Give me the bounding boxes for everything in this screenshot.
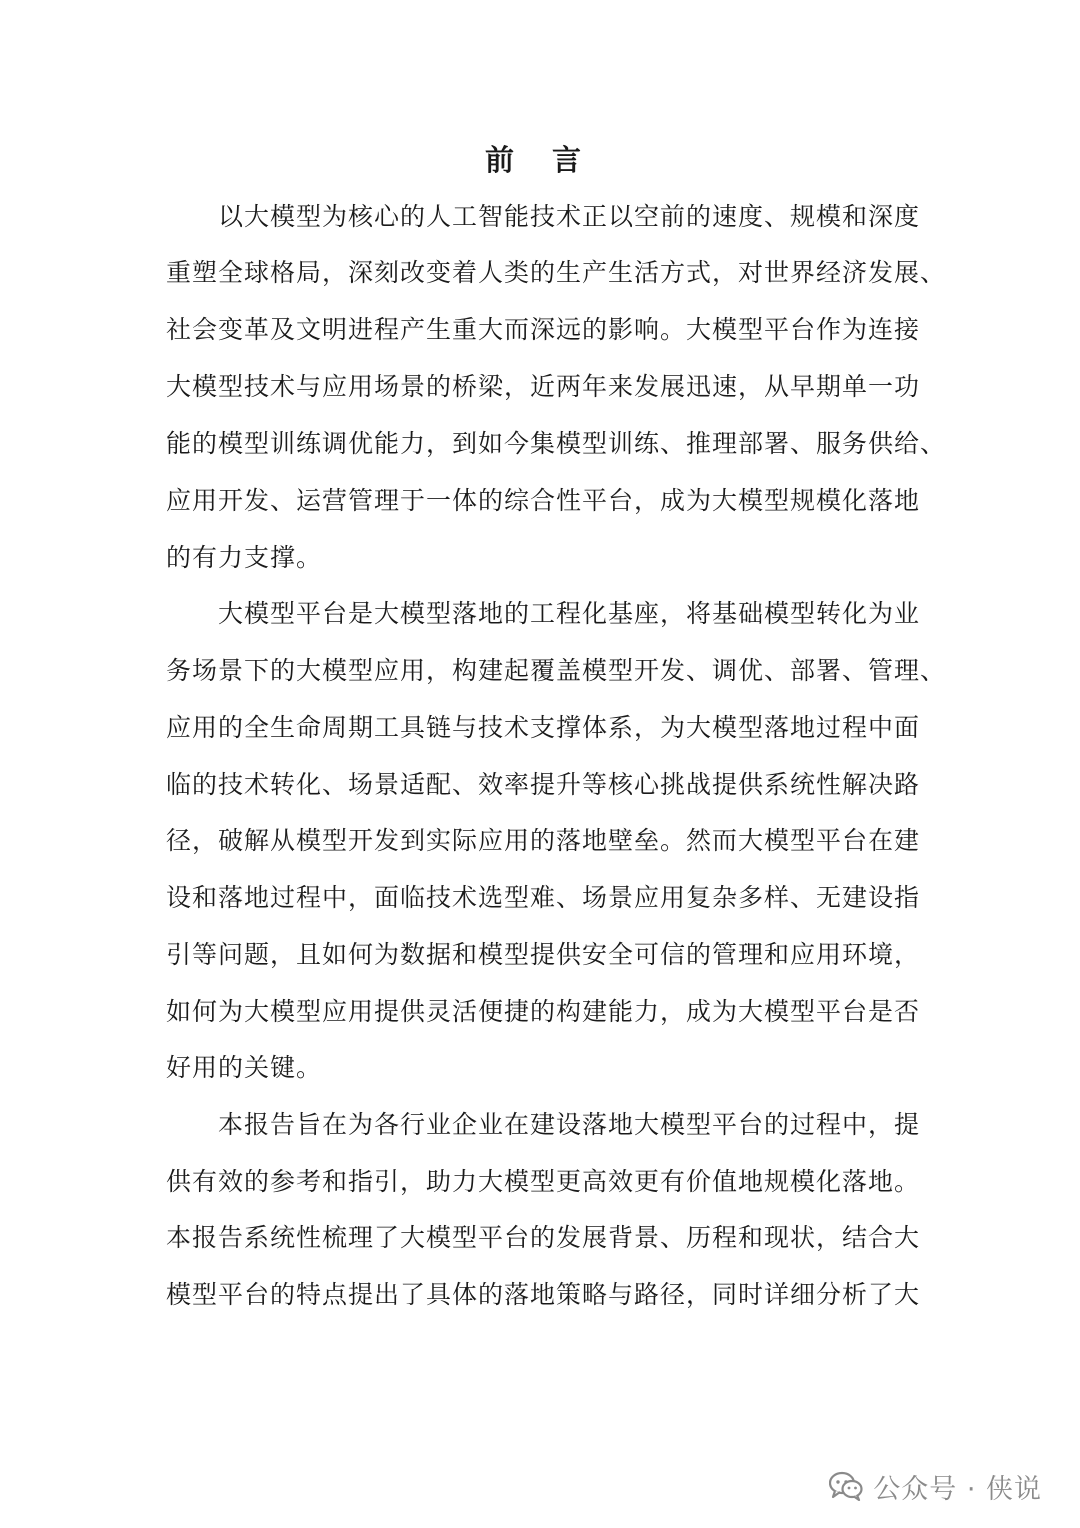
paragraph-1-line-7: 的有力支撑。 [166, 543, 323, 572]
paragraph-1-line-4: 大模型技术与应用场景的桥梁，近两年来发展迅速，从早期单一功 [166, 372, 921, 401]
paragraph-2-line-9: 好用的关键。 [166, 1053, 323, 1082]
paragraph-2-line-5: 径，破解从模型开发到实际应用的落地壁垒。然而大模型平台在建 [166, 826, 921, 855]
paragraph-3-line-4: 模型平台的特点提出了具体的落地策略与路径，同时详细分析了大 [166, 1280, 921, 1309]
paragraph-2-line-1: 大模型平台是大模型落地的工程化基座，将基础模型转化为业 [218, 599, 921, 628]
paragraph-1-line-1: 以大模型为核心的人工智能技术正以空前的速度、规模和深度 [218, 202, 921, 231]
paragraph-3-line-3: 本报告系统性梳理了大模型平台的发展背景、历程和现状，结合大 [166, 1223, 921, 1252]
paragraph-1-line-3: 社会变革及文明进程产生重大而深远的影响。大模型平台作为连接 [166, 315, 921, 344]
paragraph-2-line-2: 务场景下的大模型应用，构建起覆盖模型开发、调优、部署、管理、 [166, 656, 947, 685]
paragraph-2-line-8: 如何为大模型应用提供灵活便捷的构建能力，成为大模型平台是否 [166, 997, 921, 1026]
paragraph-3-line-2: 供有效的参考和指引，助力大模型更高效更有价值地规模化落地。 [166, 1167, 921, 1196]
paragraph-3-line-1: 本报告旨在为各行业企业在建设落地大模型平台的过程中，提 [218, 1110, 921, 1139]
watermark-text: 公众号 · 侠说 [873, 1473, 1042, 1505]
paragraph-2-line-6: 设和落地过程中，面临技术选型难、场景应用复杂多样、无建设指 [166, 883, 921, 912]
paragraph-1-line-2: 重塑全球格局，深刻改变着人类的生产生活方式，对世界经济发展、 [166, 258, 947, 287]
wechat-icon [829, 1471, 863, 1501]
paragraph-2-line-7: 引等问题，且如何为数据和模型提供安全可信的管理和应用环境， [166, 940, 921, 969]
paragraph-1-line-5: 能的模型训练调优能力，到如今集模型训练、推理部署、服务供给、 [166, 429, 947, 458]
page-title: 前 言 [484, 143, 596, 177]
paragraph-2-line-3: 应用的全生命周期工具链与技术支撑体系，为大模型落地过程中面 [166, 713, 921, 742]
paragraph-2-line-4: 临的技术转化、场景适配、效率提升等核心挑战提供系统性解决路 [166, 770, 921, 799]
watermark [829, 1466, 1042, 1506]
paragraph-1-line-6: 应用开发、运营管理于一体的综合性平台，成为大模型规模化落地 [166, 486, 921, 515]
